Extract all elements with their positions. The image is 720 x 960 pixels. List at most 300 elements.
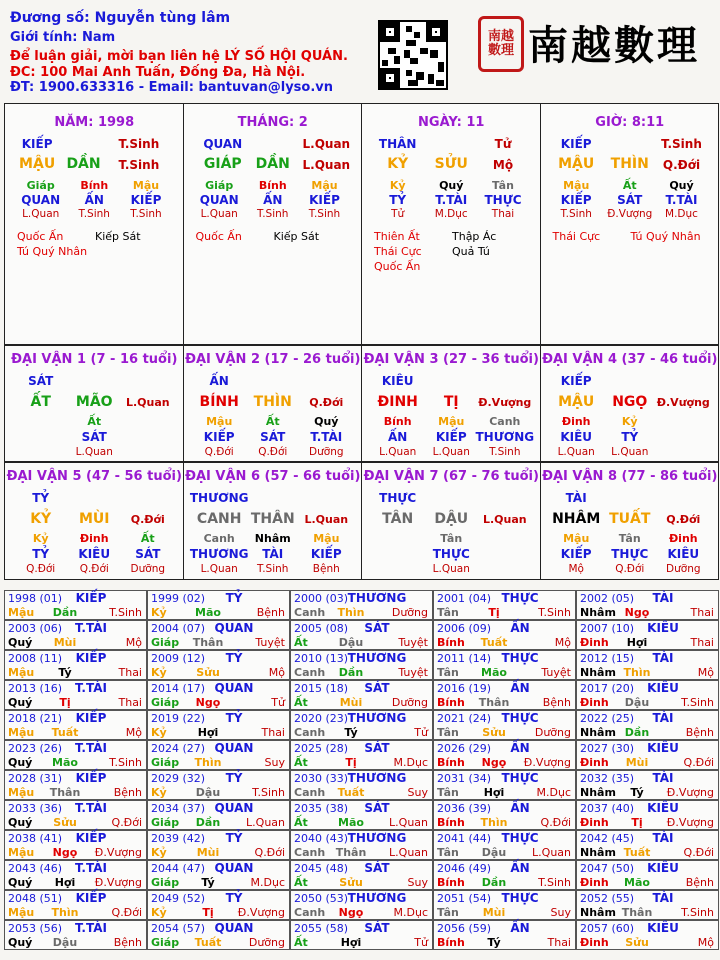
year-ten-god: ẤN: [510, 921, 530, 935]
year-state: Suy: [407, 786, 428, 799]
year-cell: [147, 800, 290, 830]
hidden-ten-god: T.TÀI: [435, 193, 468, 207]
year-stem: Kỷ: [151, 726, 167, 739]
year-state: Dưỡng: [248, 936, 285, 949]
year-label: 2044 (47): [151, 862, 206, 875]
year-cell: [147, 590, 290, 620]
hidden-stem: Tân: [618, 532, 641, 545]
year-cell: [147, 920, 290, 950]
hidden-ten-god: TỶ: [621, 430, 639, 444]
dai-van-state: L.Quan: [482, 513, 527, 526]
year-stem: Canh: [294, 906, 326, 919]
year-label: 2023 (26): [8, 742, 63, 755]
year-stem: Tân: [437, 846, 459, 859]
dai-van-branch: THÂN: [250, 511, 295, 527]
year-ten-god: ẤN: [510, 621, 530, 635]
year-stem: Nhâm: [580, 846, 616, 859]
dai-van-title: ĐẠI VẬN 4 (37 - 46 tuổi): [542, 352, 718, 367]
year-branch: Thìn: [51, 906, 79, 919]
hidden-ten-god: THỰC: [484, 193, 522, 207]
year-cell: [290, 830, 433, 860]
year-ten-god: SÁT: [364, 801, 390, 815]
year-cell: [290, 740, 433, 770]
hidden-state: T.Sinh: [78, 208, 110, 220]
pillar-state: T.Sinh: [118, 158, 160, 172]
year-cell: [290, 590, 433, 620]
hidden-ten-god: KIẾP: [130, 193, 162, 207]
year-state: T.Sinh: [681, 696, 714, 709]
year-label: 2010 (13): [294, 652, 349, 665]
hidden-stem: Kỷ: [621, 415, 638, 428]
hidden-state: Tử: [391, 208, 405, 220]
year-state: Q.Đới: [683, 756, 714, 769]
year-label: 2019 (22): [151, 712, 206, 725]
year-cell: [147, 860, 290, 890]
year-branch: Hợi: [197, 726, 219, 739]
hidden-ten-god: QUAN: [199, 193, 239, 207]
year-branch: Thân: [335, 846, 367, 859]
year-branch: Tuất: [51, 726, 79, 739]
hidden-stem: Ất: [140, 532, 155, 545]
dai-van-ten-god: TÀI: [565, 491, 587, 505]
pillar-ten-god: QUAN: [203, 137, 243, 151]
hidden-state: M.Dục: [665, 208, 698, 220]
year-ten-god: TỶ: [225, 831, 243, 845]
hidden-ten-god: THƯƠNG: [189, 547, 249, 561]
dai-van-title: ĐẠI VẬN 6 (57 - 66 tuổi): [185, 469, 361, 484]
year-branch: Tý: [58, 666, 72, 679]
year-stem: Mậu: [8, 726, 35, 739]
year-branch: Tị: [59, 696, 71, 709]
year-label: 2011 (14): [437, 652, 492, 665]
hidden-ten-god: ẤN: [84, 193, 104, 207]
hidden-state: L.Quan: [200, 208, 238, 220]
hidden-state: T.Sinh: [257, 563, 289, 575]
year-label: 2036 (39): [437, 802, 492, 815]
year-cell: [4, 710, 147, 740]
pillar-ten-god: L.Quan: [302, 137, 351, 151]
hidden-stem: Mậu: [563, 532, 590, 545]
year-cell: [4, 590, 147, 620]
year-stem: Kỷ: [151, 666, 167, 679]
year-branch: Mão: [52, 756, 78, 769]
year-cell: [4, 680, 147, 710]
hidden-stem: Ất: [622, 179, 637, 192]
year-cell: [290, 800, 433, 830]
year-ten-god: THƯƠNG: [347, 831, 407, 845]
year-label: 2004 (07): [151, 622, 206, 635]
year-ten-god: THỰC: [501, 591, 539, 605]
year-label: 2031 (34): [437, 772, 492, 785]
year-label: 2021 (24): [437, 712, 492, 725]
dai-van-ten-god: THƯƠNG: [189, 491, 249, 505]
hidden-state: Thai: [491, 208, 515, 220]
dai-van-stem: BÍNH: [199, 394, 239, 410]
year-stem: Kỷ: [151, 906, 167, 919]
hidden-state: Q.Đới: [26, 563, 56, 575]
year-state: Thai: [690, 606, 714, 619]
year-state: Đ.Vượng: [94, 876, 142, 889]
pillar-state: Mộ: [492, 158, 514, 172]
year-ten-god: KIÊU: [647, 921, 679, 935]
year-stem: Quý: [8, 696, 33, 709]
year-label: 2042 (45): [580, 832, 635, 845]
year-branch: Thìn: [194, 756, 222, 769]
year-label: 2016 (19): [437, 682, 492, 695]
owner-name: Đương số: Nguyễn tùng lâm: [10, 10, 231, 26]
year-label: 2020 (23): [294, 712, 349, 725]
year-state: Thai: [547, 936, 571, 949]
year-label: 2009 (12): [151, 652, 206, 665]
year-cell: [433, 620, 576, 650]
year-label: 2046 (49): [437, 862, 492, 875]
year-label: 2022 (25): [580, 712, 635, 725]
hidden-stem: Mậu: [313, 532, 340, 545]
year-state: L.Quan: [532, 846, 571, 859]
year-branch: Thìn: [337, 606, 365, 619]
year-state: Thai: [261, 726, 285, 739]
year-branch: Mùi: [53, 636, 77, 649]
year-state: Mộ: [697, 936, 714, 949]
year-label: 2032 (35): [580, 772, 635, 785]
year-state: Mộ: [125, 726, 142, 739]
year-branch: Sửu: [339, 876, 363, 889]
year-label: 2005 (08): [294, 622, 349, 635]
hidden-stem: Giáp: [205, 179, 234, 192]
hidden-ten-god: QUAN: [21, 193, 61, 207]
year-state: Đ.Vượng: [666, 816, 714, 829]
year-cell: [576, 740, 719, 770]
year-branch: Thân: [49, 786, 81, 799]
year-cell: [290, 680, 433, 710]
shen-sha-star: Kiếp Sát: [273, 230, 320, 243]
year-ten-god: THƯƠNG: [347, 651, 407, 665]
pillar-stem-branch: THÌN: [610, 156, 649, 172]
year-stem: Mậu: [8, 846, 35, 859]
year-cell: [4, 830, 147, 860]
hidden-stem: Mậu: [311, 179, 338, 192]
year-stem: Bính: [437, 756, 465, 769]
dai-van-ten-god: ẤN: [209, 374, 229, 388]
year-cell: [4, 890, 147, 920]
year-stem: Giáp: [151, 936, 180, 949]
year-label: 2025 (28): [294, 742, 349, 755]
hidden-stem: Mậu: [206, 415, 233, 428]
year-branch: Ngọ: [52, 846, 78, 859]
year-ten-god: T.TÀI: [75, 741, 107, 755]
year-state: Q.Đới: [111, 816, 142, 829]
hidden-state: L.Quan: [379, 446, 417, 458]
year-label: 2040 (43): [294, 832, 349, 845]
year-state: M.Dục: [393, 906, 428, 919]
dai-van-state: L.Quan: [304, 513, 349, 526]
year-stem: Đinh: [580, 696, 609, 709]
year-ten-god: TÀI: [652, 651, 674, 665]
dai-van-branch: NGỌ: [612, 394, 648, 410]
dai-van-stem: NHÂM: [552, 511, 601, 527]
hidden-ten-god: KIẾP: [560, 193, 592, 207]
year-stem: Kỷ: [151, 786, 167, 799]
dai-van-cell: [540, 345, 720, 462]
year-branch: Ngọ: [338, 906, 364, 919]
shen-sha-star: Tú Quý Nhân: [17, 245, 88, 258]
year-stem: Quý: [8, 876, 33, 889]
year-state: Tử: [414, 726, 428, 739]
year-ten-god: THỰC: [501, 651, 539, 665]
year-cell: [147, 650, 290, 680]
year-cell: [4, 860, 147, 890]
hidden-ten-god: KIẾP: [435, 430, 467, 444]
year-state: Bệnh: [542, 696, 571, 709]
year-cell: [433, 680, 576, 710]
year-cell: [433, 590, 576, 620]
year-label: 2015 (18): [294, 682, 349, 695]
year-cell: [576, 830, 719, 860]
year-branch: Tý: [201, 876, 215, 889]
header: [0, 0, 720, 102]
year-ten-god: KIẾP: [75, 771, 107, 785]
hidden-state: Q.Đới: [615, 563, 645, 575]
year-stem: Nhâm: [580, 726, 616, 739]
year-branch: Mão: [624, 876, 650, 889]
year-branch: Ngọ: [481, 756, 507, 769]
pillar-ten-god: THÂN: [378, 137, 417, 151]
year-stem: Tân: [437, 726, 459, 739]
hidden-state: Đ.Vượng: [607, 208, 653, 220]
year-label: 2014 (17): [151, 682, 206, 695]
year-branch: Tuất: [480, 636, 508, 649]
year-stem: Giáp: [151, 696, 180, 709]
pillar-ten-god: T.Sinh: [661, 137, 702, 151]
year-stem: Tân: [437, 906, 459, 919]
year-ten-god: TÀI: [652, 711, 674, 725]
dai-van-ten-god: THỰC: [379, 491, 417, 505]
hidden-stem: Ất: [265, 415, 280, 428]
dai-van-state: Q.Đới: [309, 396, 344, 409]
year-stem: Canh: [294, 606, 326, 619]
year-branch: Mùi: [196, 846, 220, 859]
dai-van-stem: CANH: [196, 511, 242, 527]
year-ten-god: KIẾP: [75, 891, 107, 905]
year-cell: [290, 770, 433, 800]
year-state: Suy: [264, 756, 285, 769]
hidden-stem: Bính: [258, 179, 287, 192]
year-label: 2037 (40): [580, 802, 635, 815]
year-label: 2006 (09): [437, 622, 492, 635]
year-ten-god: TÀI: [652, 891, 674, 905]
year-state: Q.Đới: [683, 846, 714, 859]
year-ten-god: ẤN: [510, 861, 530, 875]
hidden-state: L.Quan: [75, 446, 113, 458]
year-stem: Quý: [8, 756, 33, 769]
year-stem: Kỷ: [151, 606, 167, 619]
year-branch: Dần: [195, 816, 221, 829]
year-label: 2012 (15): [580, 652, 635, 665]
pillar-state: L.Quan: [302, 158, 351, 172]
pillar-stem-branch: DẦN: [66, 156, 101, 172]
pillar-stem-branch: MẬU: [558, 156, 595, 172]
hidden-stem: Canh: [489, 415, 521, 428]
year-ten-god: THƯƠNG: [347, 771, 407, 785]
year-state: Tuyệt: [541, 666, 571, 679]
year-label: 2007 (10): [580, 622, 635, 635]
year-label: 2018 (21): [8, 712, 63, 725]
hidden-ten-god: SÁT: [135, 547, 161, 561]
dai-van-stem: MẬU: [558, 394, 595, 410]
hidden-state: Bệnh: [312, 563, 340, 575]
year-cell: [290, 920, 433, 950]
hidden-ten-god: SÁT: [617, 193, 643, 207]
year-stem: Giáp: [151, 756, 180, 769]
year-label: 2003 (06): [8, 622, 63, 635]
hidden-state: L.Quan: [611, 446, 649, 458]
year-cell: [4, 770, 147, 800]
year-cell: [433, 710, 576, 740]
hidden-stem: Canh: [203, 532, 235, 545]
shen-sha-star: Thập Ác: [452, 230, 497, 243]
hidden-stem: Mậu: [132, 179, 160, 192]
year-state: M.Dục: [536, 786, 571, 799]
dai-van-state: Q.Đới: [130, 513, 165, 526]
year-branch: Hợi: [626, 636, 648, 649]
year-state: Suy: [550, 906, 571, 919]
year-state: L.Quan: [389, 816, 428, 829]
year-stem: Tân: [437, 666, 459, 679]
year-branch: Mão: [481, 666, 507, 679]
year-label: 2033 (36): [8, 802, 63, 815]
year-cell: [576, 590, 719, 620]
year-cell: [433, 830, 576, 860]
dai-van-stem: TÂN: [382, 511, 414, 527]
pillar-state: Q.Đới: [662, 158, 701, 172]
year-ten-god: QUAN: [214, 681, 254, 695]
year-ten-god: T.TÀI: [75, 921, 107, 935]
hidden-state: Dưỡng: [130, 563, 166, 575]
year-label: 2049 (52): [151, 892, 206, 905]
year-label: 2055 (58): [294, 922, 349, 935]
dai-van-state: Đ.Vượng: [478, 396, 532, 409]
hidden-state: L.Quan: [432, 446, 470, 458]
year-ten-god: TÀI: [652, 831, 674, 845]
year-branch: Tý: [344, 726, 358, 739]
dai-van-title: ĐẠI VẬN 8 (77 - 86 tuổi): [542, 469, 718, 484]
hidden-ten-god: TÀI: [262, 547, 284, 561]
year-label: 2001 (04): [437, 592, 492, 605]
year-stem: Tân: [437, 786, 459, 799]
year-cell: [576, 860, 719, 890]
year-stem: Ất: [294, 816, 308, 829]
dai-van-cell: [183, 462, 363, 580]
year-state: Dưỡng: [391, 696, 428, 709]
year-branch: Tị: [202, 906, 214, 919]
year-branch: Thìn: [480, 816, 508, 829]
year-ten-god: QUAN: [214, 801, 254, 815]
year-cell: [4, 740, 147, 770]
hidden-state: T.Sinh: [308, 208, 341, 220]
hidden-stem: Nhâm: [254, 532, 291, 545]
year-state: Thai: [118, 666, 142, 679]
year-state: T.Sinh: [109, 756, 142, 769]
dai-van-branch: MÃO: [75, 394, 113, 410]
hidden-ten-god: KIÊU: [667, 547, 700, 561]
year-state: Đ.Vượng: [523, 756, 571, 769]
year-branch: Tý: [630, 786, 644, 799]
pillar-cell: [183, 103, 363, 345]
year-state: Tử: [271, 696, 285, 709]
year-cell: [576, 800, 719, 830]
shen-sha-star: Thái Cực: [374, 245, 422, 258]
pillar-stem-branch: SỬU: [434, 156, 468, 172]
dai-van-title: ĐẠI VẬN 7 (67 - 76 tuổi): [363, 469, 539, 484]
hidden-stem: Kỷ: [389, 179, 406, 192]
year-branch: Hợi: [483, 786, 505, 799]
year-branch: Dậu: [624, 696, 650, 709]
year-branch: Thân: [478, 696, 510, 709]
year-cell: [433, 890, 576, 920]
dai-van-stem: ĐINH: [377, 394, 418, 410]
dai-van-state: L.Quan: [125, 396, 170, 409]
year-stem: Nhâm: [580, 666, 616, 679]
pillar-ten-god: KIẾP: [21, 137, 53, 151]
year-label: 1999 (02): [151, 592, 206, 605]
year-state: T.Sinh: [538, 876, 571, 889]
year-ten-god: QUAN: [214, 621, 254, 635]
year-branch: Tị: [345, 756, 357, 769]
hidden-stem: Bính: [383, 415, 412, 428]
dai-van-branch: TUẤT: [609, 511, 651, 527]
shen-sha-star: Tú Quý Nhân: [630, 230, 701, 243]
brand-logo: 南越數理: [528, 22, 700, 69]
year-cell: [433, 770, 576, 800]
year-ten-god: THƯƠNG: [347, 891, 407, 905]
year-ten-god: THỰC: [501, 771, 539, 785]
year-state: T.Sinh: [681, 906, 714, 919]
year-ten-god: QUAN: [214, 741, 254, 755]
year-ten-god: QUAN: [214, 921, 254, 935]
year-stem: Nhâm: [580, 606, 616, 619]
hidden-ten-god: KIẾP: [203, 430, 235, 444]
year-ten-god: SÁT: [364, 741, 390, 755]
dai-van-branch: DẬU: [434, 511, 469, 527]
year-state: Bệnh: [113, 786, 142, 799]
pillar-cell: [4, 103, 184, 345]
year-ten-god: TÀI: [652, 591, 674, 605]
year-stem: Đinh: [580, 876, 609, 889]
hidden-stem: Mậu: [563, 179, 590, 192]
year-state: Dưỡng: [534, 726, 571, 739]
pillar-cell: [361, 103, 541, 345]
year-branch: Mùi: [482, 906, 506, 919]
hidden-stem: Mậu: [438, 415, 465, 428]
year-ten-god: THƯƠNG: [347, 591, 407, 605]
year-ten-god: TÀI: [652, 771, 674, 785]
year-ten-god: KIÊU: [647, 681, 679, 695]
address-line: ĐC: 100 Mai Anh Tuấn, Đống Đa, Hà Nội.: [10, 65, 306, 80]
year-branch: Mùi: [339, 696, 363, 709]
hidden-state: M.Dục: [434, 208, 468, 220]
year-branch: Tuất: [623, 846, 651, 859]
hidden-stem: Quý: [439, 179, 464, 192]
hidden-stem: Tân: [492, 179, 514, 192]
dai-van-state: Đ.Vượng: [656, 396, 710, 409]
year-state: T.Sinh: [538, 606, 571, 619]
year-label: 2043 (46): [8, 862, 63, 875]
year-ten-god: TỶ: [225, 591, 243, 605]
hidden-stem: Đinh: [79, 532, 109, 545]
hidden-ten-god: ẤN: [263, 193, 283, 207]
year-stem: Bính: [437, 816, 465, 829]
year-label: 2039 (42): [151, 832, 206, 845]
